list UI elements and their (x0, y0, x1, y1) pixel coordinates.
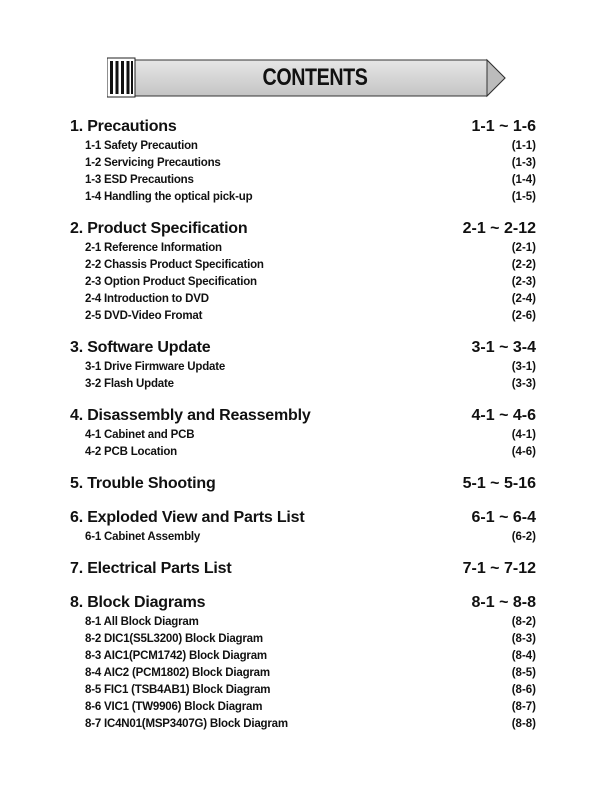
toc-item-title: 2-5 DVD-Video Fromat (85, 310, 203, 322)
section-title: 7. Electrical Parts List (70, 560, 232, 577)
toc-item-title: 4-1 Cabinet and PCB (85, 429, 195, 441)
toc-item-page: (2-3) (511, 276, 536, 288)
toc-item-title: 2-4 Introduction to DVD (85, 293, 209, 305)
toc-item-page: (3-3) (511, 378, 536, 390)
toc-item-page: (1-3) (511, 157, 536, 169)
toc-section-heading[interactable] (70, 218, 536, 240)
toc-item[interactable] (70, 699, 536, 716)
section-title: 1. Precautions (70, 118, 177, 135)
page-title: CONTENTS (262, 63, 368, 91)
toc-item[interactable] (70, 648, 536, 665)
toc-item[interactable] (70, 291, 536, 308)
toc-item[interactable] (70, 359, 536, 376)
section-page-range: 3-1 ~ 3-4 (471, 339, 536, 356)
toc-item-page: (8-8) (511, 718, 536, 730)
toc-item[interactable] (70, 682, 536, 699)
toc-section-heading[interactable] (70, 592, 536, 614)
toc-item-page: (4-6) (511, 446, 536, 458)
toc-section (70, 405, 536, 461)
toc-item[interactable] (70, 240, 536, 257)
toc-item[interactable] (70, 155, 536, 172)
toc-item-title: 2-3 Option Product Specification (85, 276, 257, 288)
toc-item[interactable] (70, 631, 536, 648)
toc-section (70, 507, 536, 546)
toc-section-heading[interactable] (70, 473, 536, 495)
table-of-contents (70, 116, 536, 745)
section-title: 6. Exploded View and Parts List (70, 509, 305, 526)
toc-item-title: 8-2 DIC1(S5L3200) Block Diagram (85, 633, 263, 645)
section-page-range: 4-1 ~ 4-6 (471, 407, 536, 424)
toc-item-page: (3-1) (511, 361, 536, 373)
toc-item-title: 8-7 IC4N01(MSP3407G) Block Diagram (85, 718, 288, 730)
toc-section (70, 558, 536, 580)
toc-item[interactable] (70, 376, 536, 393)
toc-item-page: (1-4) (511, 174, 536, 186)
section-title: 8. Block Diagrams (70, 594, 206, 611)
toc-item[interactable] (70, 274, 536, 291)
toc-item[interactable] (70, 716, 536, 733)
toc-item[interactable] (70, 189, 536, 206)
toc-section-heading[interactable] (70, 116, 536, 138)
toc-item-page: (6-2) (511, 531, 536, 543)
toc-item-page: (8-7) (511, 701, 536, 713)
toc-item-page: (1-5) (511, 191, 536, 203)
section-page-range: 5-1 ~ 5-16 (462, 475, 536, 492)
toc-item-page: (2-1) (511, 242, 536, 254)
toc-item-title: 1-1 Safety Precaution (85, 140, 198, 152)
toc-item[interactable] (70, 444, 536, 461)
toc-item[interactable] (70, 665, 536, 682)
toc-item-title: 3-1 Drive Firmware Update (85, 361, 226, 373)
section-title: 2. Product Specification (70, 220, 248, 237)
toc-section-heading[interactable] (70, 337, 536, 359)
toc-item-page: (8-4) (511, 650, 536, 662)
toc-item[interactable] (70, 427, 536, 444)
toc-section (70, 473, 536, 495)
toc-item-title: 1-3 ESD Precautions (85, 174, 194, 186)
toc-item-page: (2-6) (511, 310, 536, 322)
toc-item-title: 3-2 Flash Update (85, 378, 174, 390)
section-title: 3. Software Update (70, 339, 211, 356)
toc-item-title: 8-5 FIC1 (TSB4AB1) Block Diagram (85, 684, 271, 696)
toc-item[interactable] (70, 138, 536, 155)
toc-section (70, 337, 536, 393)
toc-item-title: 8-4 AIC2 (PCM1802) Block Diagram (85, 667, 270, 679)
toc-item-page: (4-1) (511, 429, 536, 441)
toc-item-title: 4-2 PCB Location (85, 446, 178, 458)
toc-item[interactable] (70, 614, 536, 631)
toc-item-title: 1-2 Servicing Precautions (85, 157, 221, 169)
toc-item[interactable] (70, 529, 536, 546)
toc-section-heading[interactable] (70, 558, 536, 580)
section-page-range: 1-1 ~ 1-6 (471, 118, 536, 135)
toc-item-title: 2-2 Chassis Product Specification (85, 259, 264, 271)
toc-section (70, 116, 536, 206)
section-page-range: 6-1 ~ 6-4 (471, 509, 536, 526)
toc-item-title: 6-1 Cabinet Assembly (85, 531, 201, 543)
toc-item[interactable] (70, 308, 536, 325)
section-page-range: 7-1 ~ 7-12 (462, 560, 536, 577)
toc-item-page: (2-4) (511, 293, 536, 305)
toc-section (70, 592, 536, 733)
toc-item-page: (2-2) (511, 259, 536, 271)
toc-item-title: 1-4 Handling the optical pick-up (85, 191, 253, 203)
toc-section-heading[interactable] (70, 507, 536, 529)
toc-item-title: 8-1 All Block Diagram (85, 616, 199, 628)
toc-item-title: 2-1 Reference Information (85, 242, 222, 254)
toc-item-page: (8-6) (511, 684, 536, 696)
toc-item[interactable] (70, 257, 536, 274)
section-page-range: 8-1 ~ 8-8 (471, 594, 536, 611)
section-page-range: 2-1 ~ 2-12 (462, 220, 536, 237)
toc-item-page: (8-5) (511, 667, 536, 679)
toc-item-title: 8-3 AIC1(PCM1742) Block Diagram (85, 650, 267, 662)
toc-item-page: (1-1) (511, 140, 536, 152)
toc-item[interactable] (70, 172, 536, 189)
toc-item-page: (8-3) (511, 633, 536, 645)
section-title: 4. Disassembly and Reassembly (70, 407, 311, 424)
toc-section (70, 218, 536, 325)
section-title: 5. Trouble Shooting (70, 475, 216, 492)
toc-item-page: (8-2) (511, 616, 536, 628)
toc-item-title: 8-6 VIC1 (TW9906) Block Diagram (85, 701, 263, 713)
toc-section-heading[interactable] (70, 405, 536, 427)
